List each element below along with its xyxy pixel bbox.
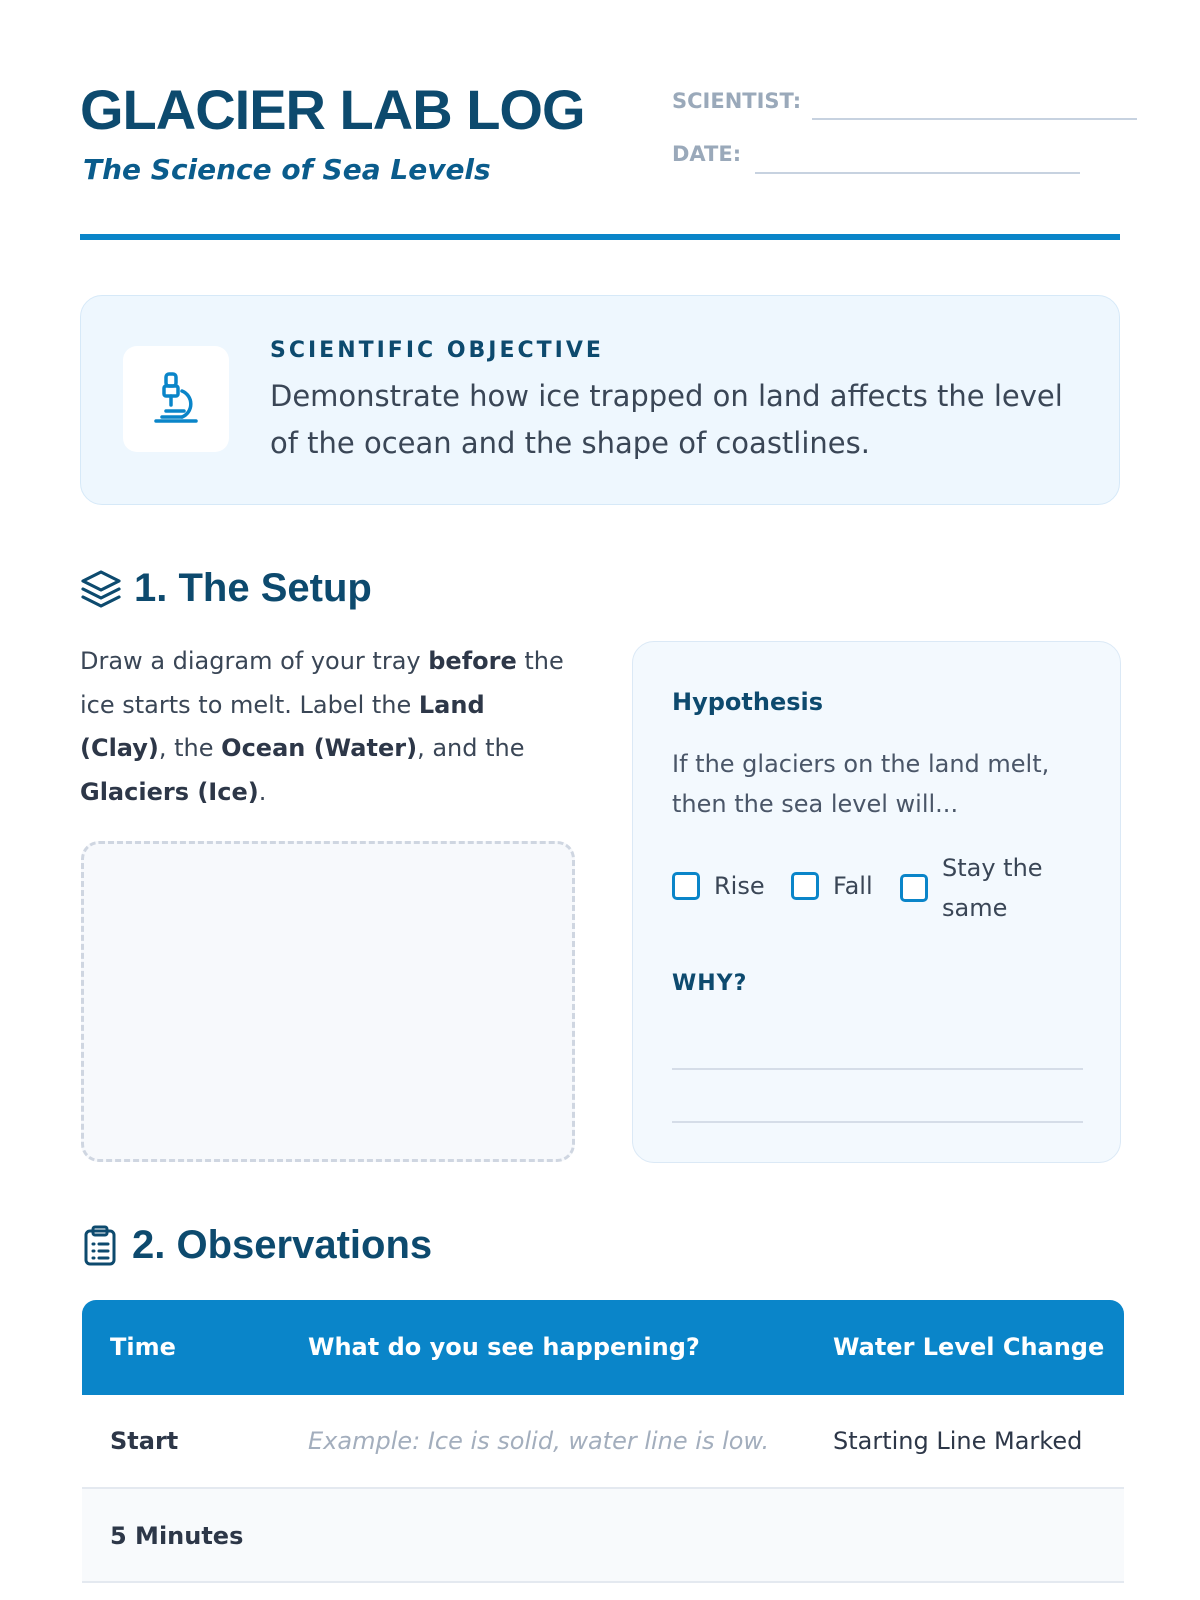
objective-text: Demonstrate how ice trapped on land affects the level of the ocean and the shape of coastlines. [270, 379, 1063, 460]
stay-same-checkbox[interactable] [900, 874, 928, 902]
row-observation[interactable]: Example: Ice is solid, water line is low. [308, 1427, 770, 1455]
rise-checkbox[interactable] [672, 872, 700, 900]
hypothesis-title: Hypothesis [672, 688, 824, 716]
scientist-field[interactable] [812, 118, 1137, 120]
observations-heading [80, 1223, 432, 1268]
date-field[interactable] [755, 172, 1080, 174]
option-stay-same[interactable]: Stay the same [900, 848, 1050, 928]
diagram-drawing-area[interactable] [81, 841, 575, 1162]
setup-instructions: Draw a diagram of your tray before the ice starts to melt. Label the Land (Clay), the Ocean (Water), and the Glaciers (Ice). [80, 647, 564, 806]
page-title: GLACIER LAB LOG [80, 78, 585, 141]
setup-heading [80, 566, 372, 611]
option-fall[interactable]: Fall [791, 872, 873, 900]
why-answer-line-2[interactable] [672, 1121, 1083, 1123]
scientist-label: SCIENTIST: [672, 89, 802, 113]
column-header-water-level: Water Level Change [833, 1333, 1105, 1361]
clipboard-icon [80, 1225, 120, 1267]
observations-title: 2. Observations [132, 1223, 433, 1267]
objective-icon-box [123, 346, 229, 452]
why-answer-line-1[interactable] [672, 1068, 1083, 1070]
column-header-time: Time [110, 1333, 176, 1361]
why-label: WHY? [672, 971, 748, 996]
microscope-icon [152, 371, 200, 425]
date-label: DATE: [672, 142, 742, 166]
option-rise[interactable]: Rise [672, 872, 765, 900]
setup-title: 1. The Setup [134, 566, 372, 610]
hypothesis-prompt: If the glaciers on the land melt, then the sea level will... [672, 750, 1050, 818]
row-water-level[interactable]: Starting Line Marked [833, 1427, 1083, 1455]
row-time: 5 Minutes [110, 1522, 244, 1550]
row-time: Start [110, 1427, 179, 1455]
header-divider [80, 234, 1120, 240]
fall-checkbox[interactable] [791, 872, 819, 900]
page-subtitle: The Science of Sea Levels [83, 153, 491, 186]
column-header-observation: What do you see happening? [308, 1333, 700, 1361]
layers-icon [80, 568, 122, 610]
objective-label: SCIENTIFIC OBJECTIVE [270, 338, 604, 363]
